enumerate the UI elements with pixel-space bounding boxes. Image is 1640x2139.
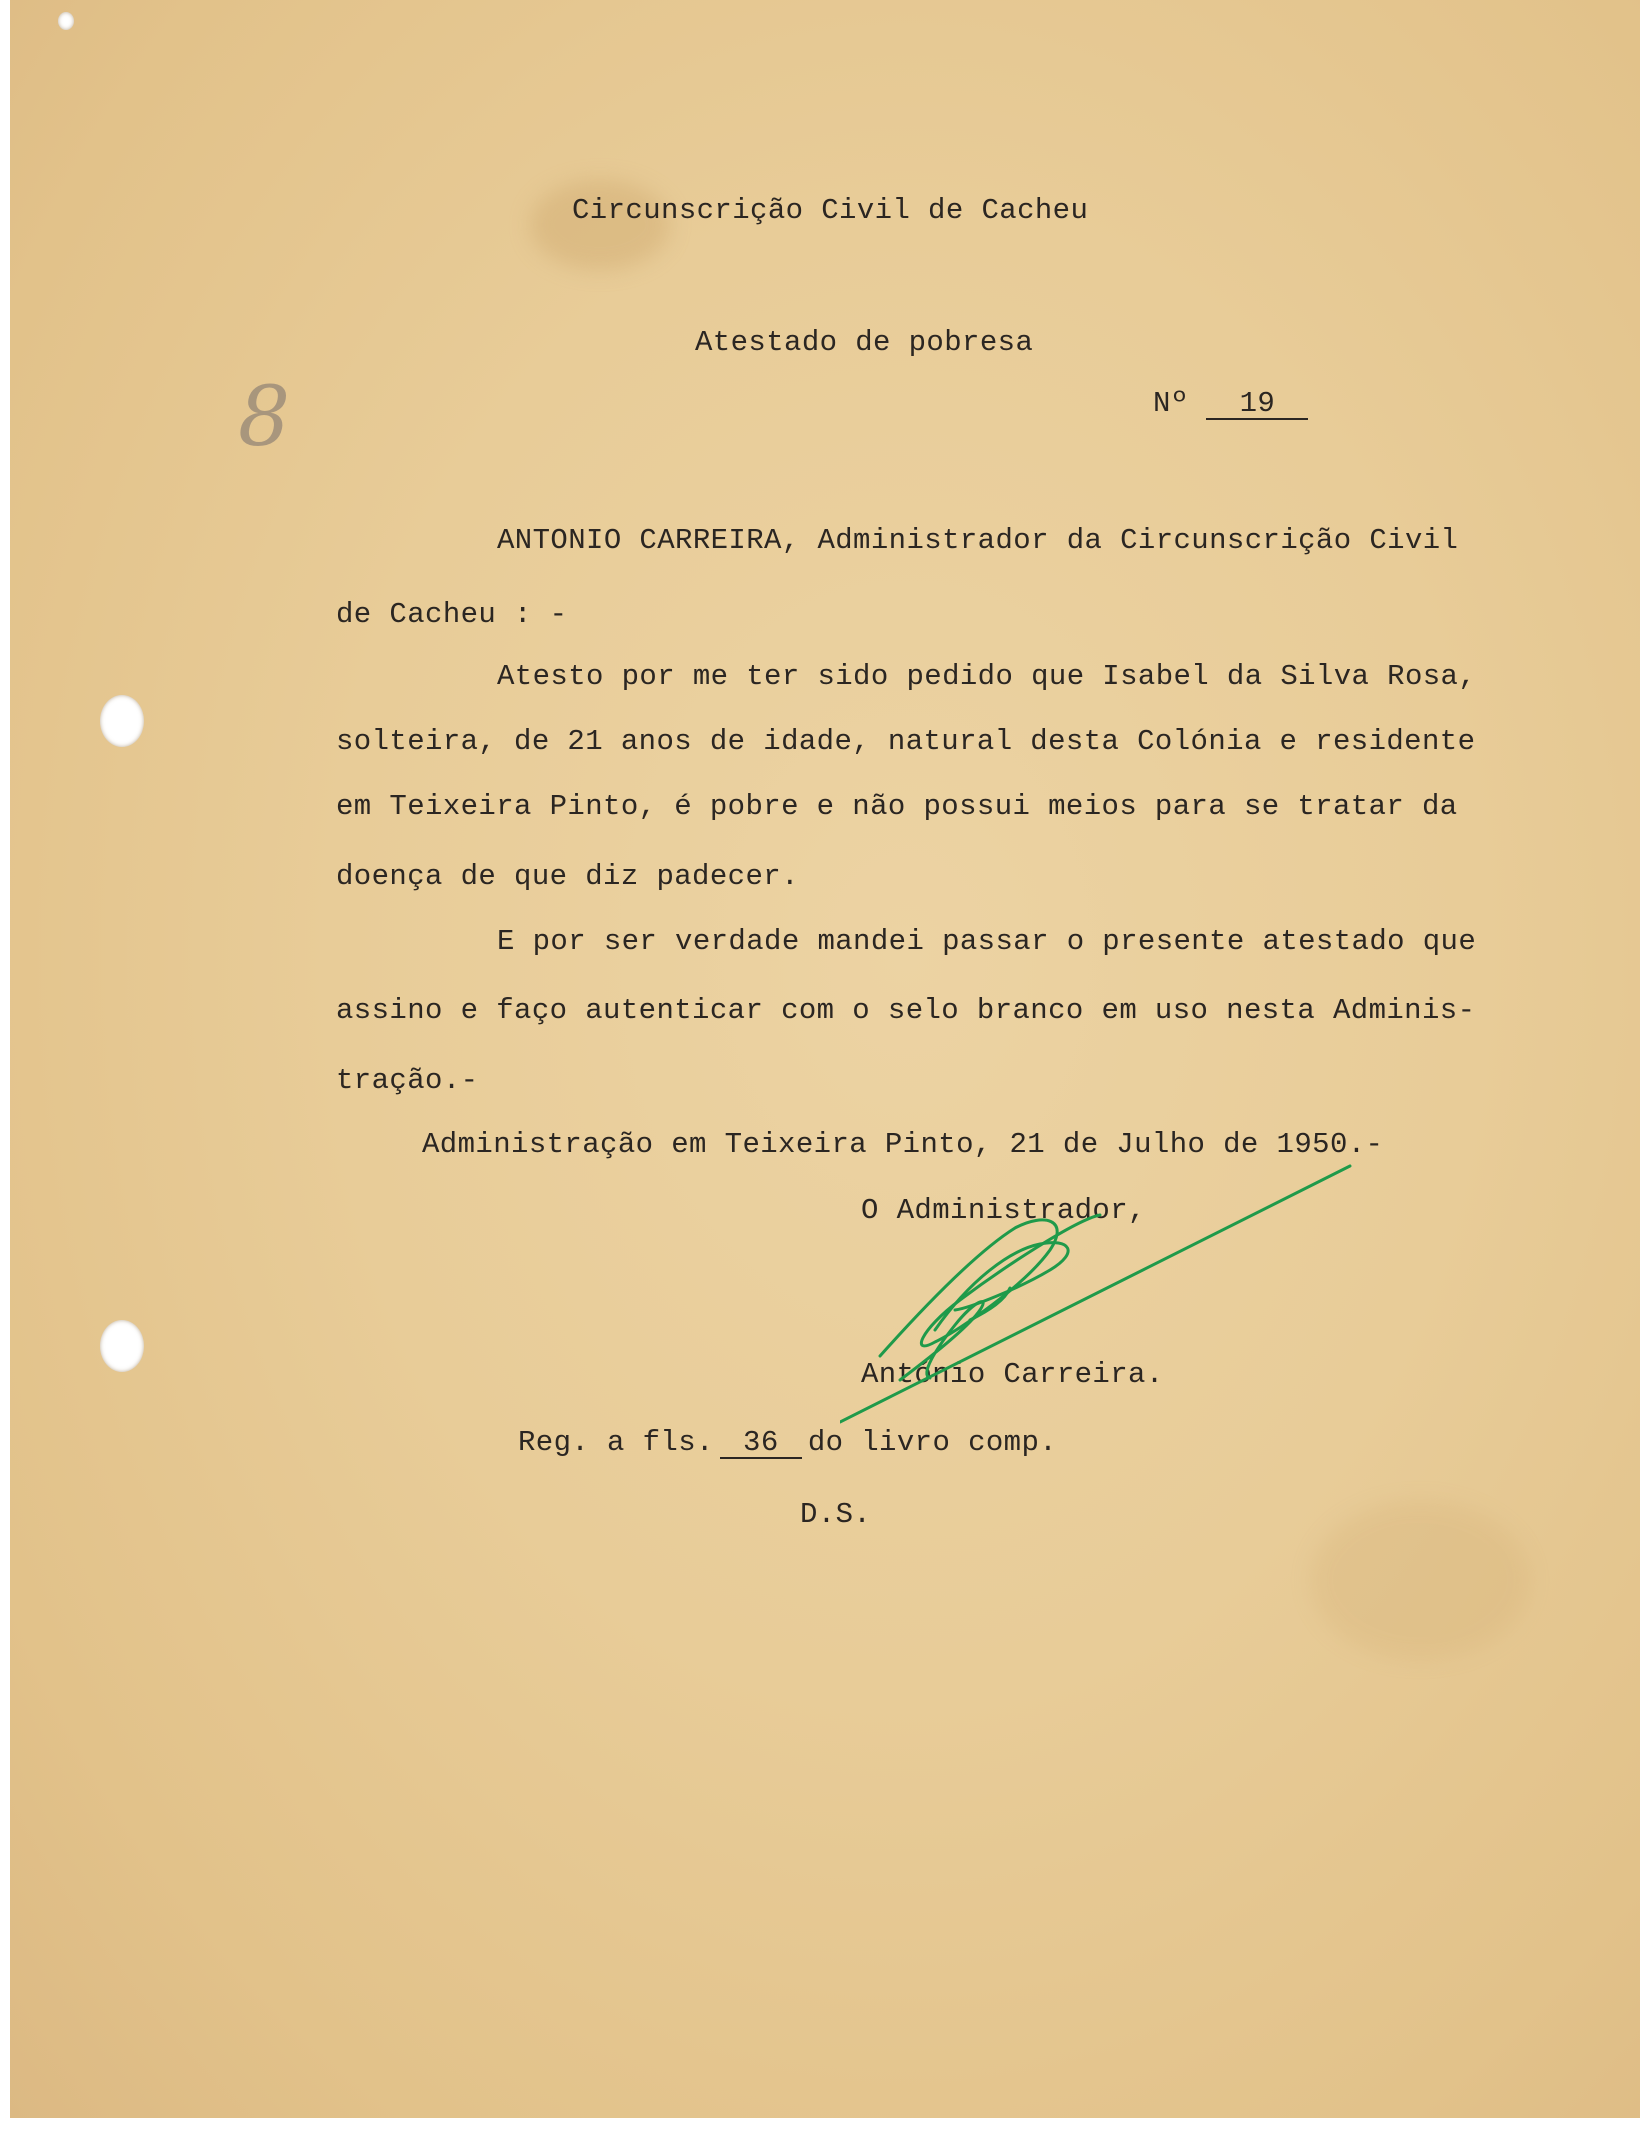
body-line: Atesto por me ter sido pedido que Isabel da Silva Rosa,: [497, 660, 1477, 693]
paper-stain: [1310, 1500, 1530, 1660]
body-line: solteira, de 21 anos de idade, natural desta Colónia e residente: [336, 725, 1476, 758]
punch-hole: [100, 1320, 144, 1372]
place-and-date: Administração em Teixeira Pinto, 21 de Julho de 1950.-: [422, 1128, 1384, 1161]
registry-page: 36: [720, 1428, 802, 1459]
office-heading: Circunscrição Civil de Cacheu: [572, 194, 1089, 227]
number-label: Nº: [1153, 387, 1189, 420]
document-title: Atestado de pobresa: [695, 326, 1034, 359]
registry-suffix: do livro comp.: [807, 1426, 1058, 1459]
punch-hole: [100, 695, 144, 747]
body-line: de Cacheu : -: [336, 598, 568, 631]
body-line: ANTONIO CARREIRA, Administrador da Circunscrição Civil: [497, 524, 1459, 557]
body-line: doença de que diz padecer.: [336, 860, 799, 893]
typist-initials: D.S.: [800, 1498, 872, 1531]
body-line: E por ser verdade mandei passar o presente atestado que: [497, 925, 1477, 958]
number-value: 19: [1206, 389, 1308, 420]
document-page: [10, 0, 1640, 2118]
signatory-role: O Administrador,: [861, 1194, 1146, 1227]
signatory-name: António Carreira.: [861, 1358, 1164, 1391]
body-line: assino e faço autenticar com o selo branco em uso nesta Adminis-: [336, 994, 1476, 1027]
punch-hole: [58, 12, 74, 30]
pencil-folio-number: 8: [238, 370, 291, 465]
handwritten-signature: [840, 1160, 1370, 1440]
document-number: [1153, 389, 1308, 420]
body-line: tração.-: [336, 1064, 479, 1097]
registry-prefix: Reg. a fls.: [518, 1426, 714, 1459]
body-line: em Teixeira Pinto, é pobre e não possui meios para se tratar da: [336, 790, 1458, 823]
